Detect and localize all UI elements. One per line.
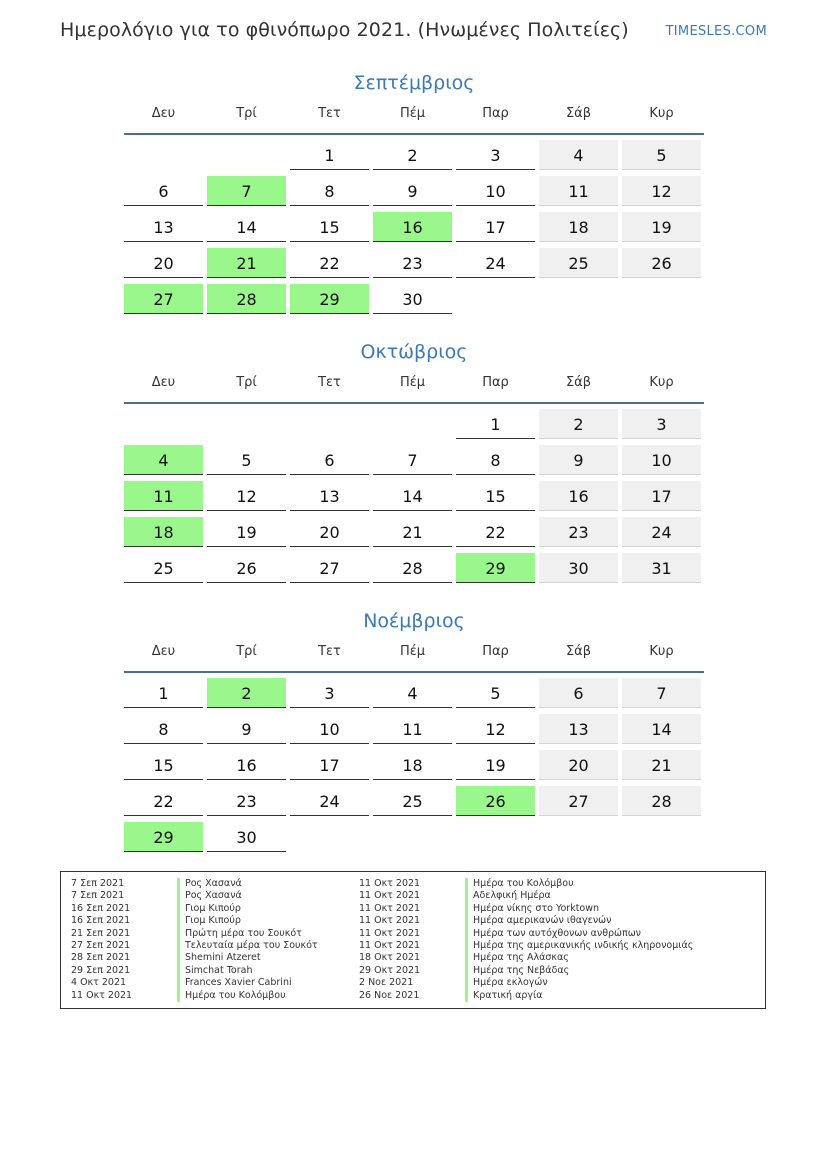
holiday-day-cell: 29: [290, 284, 369, 314]
weekday-label: Δευ: [151, 644, 176, 659]
weekday-label: Σάβ: [565, 106, 592, 121]
legend-row: [359, 890, 693, 902]
day-cell: 6: [124, 176, 203, 206]
day-cell: 28: [622, 786, 701, 816]
day-cell: 13: [124, 212, 203, 242]
weekday-header: [124, 374, 704, 402]
day-cell: 27: [290, 553, 369, 583]
day-cell: 5: [207, 445, 286, 475]
day-cell: 1: [290, 140, 369, 170]
day-cell: 5: [456, 678, 535, 708]
legend-holiday-name: Ημέρα αμερικανών ιθαγενών: [465, 915, 611, 927]
legend-holiday-name: Shemini Atzeret: [177, 952, 261, 964]
holiday-day-cell: 28: [207, 284, 286, 314]
weekday-label: Πέμ: [399, 375, 426, 390]
day-cell: 30: [373, 284, 452, 314]
legend-date: 11 Οκτ 2021: [359, 890, 421, 902]
holiday-day-cell: 26: [456, 786, 535, 816]
legend-row: [359, 990, 693, 1002]
legend-date: 16 Σεπ 2021: [71, 902, 131, 914]
empty-day-cell: [124, 140, 203, 170]
month-calendar: [124, 608, 704, 858]
day-cell: 24: [456, 248, 535, 278]
day-cell: 5: [622, 140, 701, 170]
day-cell: 10: [622, 445, 701, 475]
day-cell: 26: [622, 248, 701, 278]
day-cell: 20: [124, 248, 203, 278]
day-cell: 26: [207, 553, 286, 583]
legend-date: 2 Νοε 2021: [359, 977, 414, 989]
day-cell: 25: [373, 786, 452, 816]
empty-day-cell: [124, 409, 203, 439]
legend-holiday-name: Ημέρα του Κολόμβου: [465, 878, 574, 890]
day-cell: 30: [539, 553, 618, 583]
legend-holiday-name: Γιομ Κιπούρ: [177, 915, 241, 927]
legend-date: 18 Οκτ 2021: [359, 952, 421, 964]
holiday-day-cell: 18: [124, 517, 203, 547]
day-grid: [124, 135, 704, 320]
legend-holiday-name: Ημέρα του Κολόμβου: [177, 990, 286, 1002]
day-cell: 27: [539, 786, 618, 816]
day-cell: 9: [207, 714, 286, 744]
legend-holiday-name: Ημέρα νίκης στο Yorktown: [465, 903, 599, 915]
weekday-header: [124, 105, 704, 133]
holiday-day-cell: 27: [124, 284, 203, 314]
day-cell: 25: [539, 248, 618, 278]
legend-holiday-name: Πρώτη μέρα του Σουκότ: [177, 928, 302, 940]
day-cell: 14: [373, 481, 452, 511]
brand-logo-text[interactable]: TIMESLES.COM: [665, 24, 767, 39]
legend-date: 11 Οκτ 2021: [359, 915, 421, 927]
day-cell: 17: [290, 750, 369, 780]
holiday-day-cell: 7: [207, 176, 286, 206]
legend-row: [71, 903, 318, 915]
holiday-day-cell: 11: [124, 481, 203, 511]
legend-date: 29 Οκτ 2021: [359, 964, 421, 976]
holiday-day-cell: 29: [456, 553, 535, 583]
legend-date: 11 Οκτ 2021: [359, 902, 421, 914]
day-cell: 4: [539, 140, 618, 170]
legend-date: 28 Σεπ 2021: [71, 952, 131, 964]
day-cell: 7: [373, 445, 452, 475]
weekday-label: Τετ: [318, 644, 341, 659]
weekday-label: Σάβ: [565, 644, 592, 659]
weekday-label: Κυρ: [649, 106, 674, 121]
day-cell: 22: [124, 786, 203, 816]
legend-row: [359, 878, 693, 890]
holiday-day-cell: 29: [124, 822, 203, 852]
day-cell: 11: [539, 176, 618, 206]
legend-holiday-name: Ημέρα των αυτόχθονων ανθρώπων: [465, 928, 641, 940]
day-cell: 2: [539, 409, 618, 439]
legend-column-right: [359, 878, 693, 1002]
day-cell: 22: [290, 248, 369, 278]
weekday-label: Παρ: [482, 375, 509, 390]
month-calendar: [124, 339, 704, 589]
day-cell: 6: [539, 678, 618, 708]
weekday-label: Παρ: [482, 106, 509, 121]
weekday-label: Τρί: [236, 106, 257, 121]
legend-date: 21 Σεπ 2021: [71, 927, 131, 939]
day-cell: 8: [456, 445, 535, 475]
day-cell: 4: [373, 678, 452, 708]
page-title: Ημερολόγιο για το φθινόπωρο 2021. (Ηνωμένες Πολιτείες): [60, 19, 629, 41]
weekday-label: Τετ: [318, 106, 341, 121]
day-cell: 21: [622, 750, 701, 780]
legend-holiday-name: Κρατική αργία: [465, 990, 543, 1002]
day-cell: 9: [373, 176, 452, 206]
legend-holiday-name: Ρος Χασανά: [177, 878, 242, 890]
legend-row: [71, 977, 318, 989]
weekday-label: Κυρ: [649, 644, 674, 659]
month-calendar: [124, 70, 704, 320]
day-cell: 23: [373, 248, 452, 278]
legend-holiday-name: Ημέρα της Νεβάδας: [465, 965, 569, 977]
day-cell: 14: [622, 714, 701, 744]
day-cell: 11: [373, 714, 452, 744]
legend-holiday-name: Ημέρα εκλογών: [465, 977, 548, 989]
holiday-day-cell: 21: [207, 248, 286, 278]
day-cell: 15: [124, 750, 203, 780]
legend-row: [71, 878, 318, 890]
day-cell: 3: [290, 678, 369, 708]
legend-date: 29 Σεπ 2021: [71, 964, 131, 976]
legend-holiday-name: Γιομ Κιπούρ: [177, 903, 241, 915]
legend-date: 7 Σεπ 2021: [71, 878, 125, 889]
day-cell: 25: [124, 553, 203, 583]
weekday-label: Τετ: [318, 375, 341, 390]
day-cell: 10: [290, 714, 369, 744]
empty-day-cell: [207, 140, 286, 170]
holiday-day-cell: 16: [373, 212, 452, 242]
day-cell: 30: [207, 822, 286, 852]
day-cell: 6: [290, 445, 369, 475]
legend-row: [359, 977, 693, 989]
legend-date: 11 Οκτ 2021: [359, 927, 421, 939]
day-cell: 21: [373, 517, 452, 547]
day-cell: 18: [373, 750, 452, 780]
day-cell: 17: [456, 212, 535, 242]
empty-day-cell: [207, 409, 286, 439]
legend-row: [359, 952, 693, 964]
legend-holiday-name: Simchat Torah: [177, 965, 252, 977]
legend-row: [359, 965, 693, 977]
empty-day-cell: [373, 409, 452, 439]
legend-date: 11 Οκτ 2021: [359, 878, 421, 889]
legend-holiday-name: Ρος Χασανά: [177, 890, 242, 902]
legend-date: 26 Νοε 2021: [359, 989, 420, 1001]
day-cell: 12: [207, 481, 286, 511]
legend-date: 4 Οκτ 2021: [71, 977, 127, 989]
legend-date: 16 Σεπ 2021: [71, 915, 131, 927]
day-cell: 12: [456, 714, 535, 744]
month-name: Οκτώβριος: [360, 341, 468, 363]
legend-row: [359, 903, 693, 915]
holiday-day-cell: 2: [207, 678, 286, 708]
weekday-label: Πέμ: [399, 106, 426, 121]
day-cell: 23: [207, 786, 286, 816]
day-cell: 19: [622, 212, 701, 242]
day-cell: 23: [539, 517, 618, 547]
weekday-header: [124, 643, 704, 671]
legend-row: [359, 940, 693, 952]
legend-holiday-name: Frances Xavier Cabrini: [177, 977, 292, 989]
day-grid: [124, 673, 704, 858]
day-cell: 28: [373, 553, 452, 583]
legend-row: [359, 915, 693, 927]
day-cell: 2: [373, 140, 452, 170]
legend-date: 11 Οκτ 2021: [359, 939, 421, 951]
day-cell: 9: [539, 445, 618, 475]
legend-column-left: [71, 878, 318, 1002]
day-cell: 15: [456, 481, 535, 511]
month-name: Σεπτέμβριος: [353, 72, 475, 94]
day-cell: 3: [456, 140, 535, 170]
day-cell: 14: [207, 212, 286, 242]
legend-row: [71, 890, 318, 902]
day-cell: 19: [456, 750, 535, 780]
day-cell: 8: [290, 176, 369, 206]
day-cell: 24: [622, 517, 701, 547]
day-cell: 20: [539, 750, 618, 780]
legend-row: [359, 928, 693, 940]
legend-date: 7 Σεπ 2021: [71, 890, 125, 902]
day-cell: 10: [456, 176, 535, 206]
day-cell: 3: [622, 409, 701, 439]
legend-date: 11 Οκτ 2021: [71, 989, 133, 1001]
day-cell: 7: [622, 678, 701, 708]
weekday-label: Δευ: [151, 375, 176, 390]
legend-holiday-name: Ημέρα της Αλάσκας: [465, 952, 569, 964]
weekday-label: Παρ: [482, 644, 509, 659]
day-cell: 8: [124, 714, 203, 744]
day-cell: 15: [290, 212, 369, 242]
day-cell: 19: [207, 517, 286, 547]
day-grid: [124, 404, 704, 589]
day-cell: 20: [290, 517, 369, 547]
weekday-label: Σάβ: [565, 375, 592, 390]
empty-day-cell: [290, 409, 369, 439]
day-cell: 1: [456, 409, 535, 439]
day-cell: 16: [539, 481, 618, 511]
legend-row: [71, 990, 318, 1002]
weekday-label: Πέμ: [399, 644, 426, 659]
legend-row: [71, 915, 318, 927]
weekday-label: Κυρ: [649, 375, 674, 390]
day-cell: 13: [290, 481, 369, 511]
day-cell: 31: [622, 553, 701, 583]
legend-holiday-name: Αδελφική Ημέρα: [465, 890, 551, 902]
legend-holiday-name: Ημέρα της αμερικανικής ινδικής κληρονομιάς: [465, 940, 693, 952]
legend-row: [71, 940, 318, 952]
day-cell: 12: [622, 176, 701, 206]
weekday-label: Τρί: [236, 375, 257, 390]
legend-row: [71, 965, 318, 977]
holiday-legend: [60, 871, 766, 1009]
legend-holiday-name: Τελευταία μέρα του Σουκότ: [177, 940, 318, 952]
day-cell: 22: [456, 517, 535, 547]
day-cell: 13: [539, 714, 618, 744]
legend-row: [71, 928, 318, 940]
weekday-label: Τρί: [236, 644, 257, 659]
day-cell: 16: [207, 750, 286, 780]
day-cell: 17: [622, 481, 701, 511]
legend-date: 27 Σεπ 2021: [71, 939, 131, 951]
day-cell: 24: [290, 786, 369, 816]
holiday-day-cell: 4: [124, 445, 203, 475]
day-cell: 1: [124, 678, 203, 708]
day-cell: 18: [539, 212, 618, 242]
month-name: Νοέμβριος: [363, 610, 465, 632]
weekday-label: Δευ: [151, 106, 176, 121]
legend-row: [71, 952, 318, 964]
